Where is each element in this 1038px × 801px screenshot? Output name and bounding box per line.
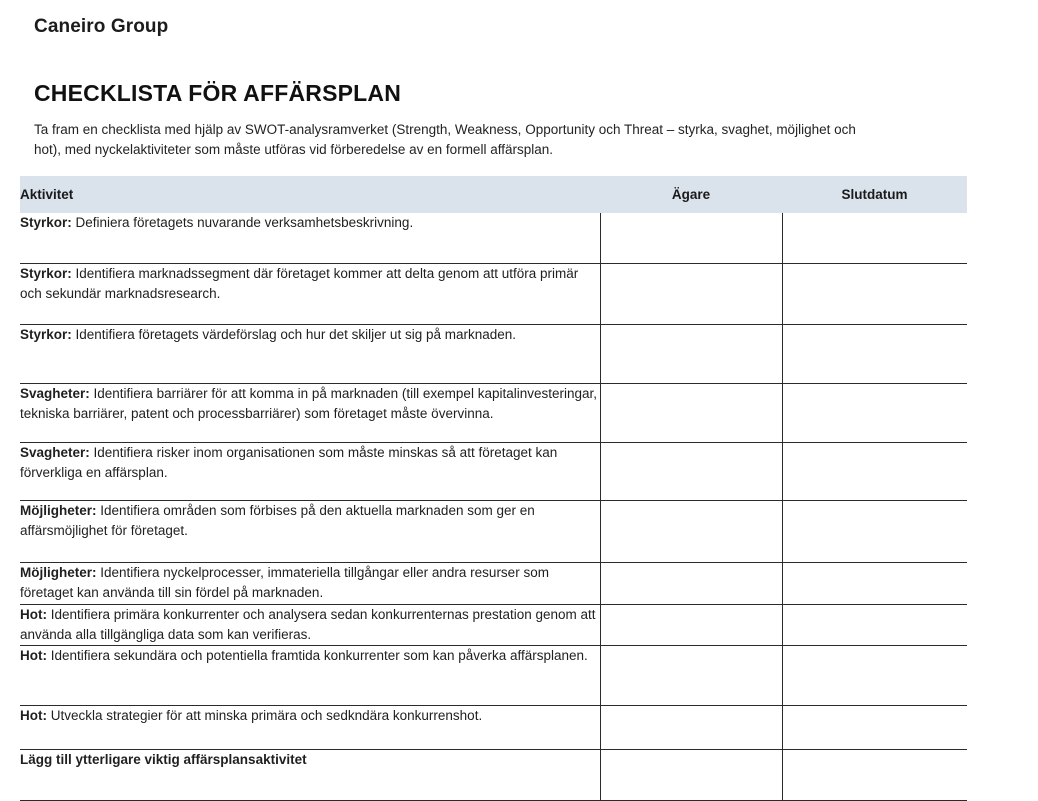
cell-owner[interactable] (600, 501, 782, 563)
activity-category-label: Hot: (20, 708, 47, 723)
activity-category-label: Svagheter: (20, 386, 90, 401)
cell-duedate[interactable] (782, 706, 967, 750)
activity-description: Identifiera marknadssegment där företaget kommer att delta genom att utföra primär och sekundär marknadsresearch. (20, 266, 579, 301)
cell-owner[interactable] (600, 563, 782, 605)
activity-description: Definiera företagets nuvarande verksamhetsbeskrivning. (71, 215, 414, 230)
cell-activity (20, 501, 600, 563)
table-row (20, 706, 967, 750)
cell-activity (20, 563, 600, 605)
activity-category-label: Styrkor: (20, 327, 72, 342)
cell-owner[interactable] (600, 213, 782, 264)
cell-owner[interactable] (600, 750, 782, 801)
table-row (20, 501, 967, 563)
cell-owner[interactable] (600, 605, 782, 646)
activity-description: Utveckla strategier för att minska primära och sedkndära konkurrenshot. (47, 708, 483, 723)
cell-duedate[interactable] (782, 384, 967, 443)
cell-activity (20, 443, 600, 501)
table-row (20, 384, 967, 443)
cell-owner[interactable] (600, 384, 782, 443)
cell-duedate[interactable] (782, 443, 967, 501)
activity-description: Identifiera primära konkurrenter och analysera sedan konkurrenternas prestation genom att använda alla tillgängliga data som kan verifieras. (20, 607, 596, 642)
activity-category-label: Lägg till ytterligare viktig affärsplansaktivitet (20, 752, 307, 767)
activity-category-label: Hot: (20, 648, 47, 663)
activity-category-label: Svagheter: (20, 445, 90, 460)
cell-activity (20, 213, 600, 264)
table-row (20, 563, 967, 605)
page-title: CHECKLISTA FÖR AFFÄRSPLAN (34, 80, 402, 106)
cell-duedate[interactable] (782, 646, 967, 706)
intro-paragraph: Ta fram en checklista med hjälp av SWOT-analysramverket (Strength, Weakness, Opportunity och Threat – styrka, svaghet, möjlighet och hot), med nyckelaktiviteter som måste utföras vid förberedelse av en formell affärsplan. (34, 122, 856, 157)
cell-owner[interactable] (600, 264, 782, 325)
cell-duedate[interactable] (782, 264, 967, 325)
activity-description: Identifiera risker inom organisationen som måste minskas så att företaget kan förverkliga en affärsplan. (20, 445, 558, 480)
table-row (20, 646, 967, 706)
activity-category-label: Möjligheter: (20, 503, 97, 518)
column-header-activity: Aktivitet (20, 176, 600, 213)
table-header (20, 176, 967, 213)
column-header-duedate: Slutdatum (782, 176, 967, 213)
cell-duedate[interactable] (782, 325, 967, 384)
cell-owner[interactable] (600, 443, 782, 501)
cell-activity (20, 325, 600, 384)
activity-category-label: Hot: (20, 607, 47, 622)
table-header-row (20, 176, 967, 213)
table-body (20, 213, 967, 801)
cell-owner[interactable] (600, 325, 782, 384)
checklist-table (20, 176, 967, 801)
activity-category-label: Styrkor: (20, 215, 72, 230)
cell-duedate[interactable] (782, 213, 967, 264)
activity-description: Identifiera nyckelprocesser, immateriella tillgångar eller andra resurser som företaget kan använda till sin fördel på marknaden. (20, 565, 549, 600)
cell-duedate[interactable] (782, 750, 967, 801)
column-header-owner: Ägare (600, 176, 782, 213)
cell-owner[interactable] (600, 706, 782, 750)
cell-activity (20, 605, 600, 646)
activity-description: Identifiera barriärer för att komma in på marknaden (till exempel kapitalinvesteringar, tekniska barriärer, patent och processbarriärer) som företaget måste övervinna. (20, 386, 598, 421)
company-name: Caneiro Group (34, 16, 169, 37)
activity-description: Identifiera företagets värdeförslag och hur det skiljer ut sig på marknaden. (71, 327, 517, 342)
table-row (20, 213, 967, 264)
activity-description: Identifiera sekundära och potentiella framtida konkurrenter som kan påverka affärsplanen. (47, 648, 588, 663)
cell-activity (20, 264, 600, 325)
cell-activity (20, 750, 600, 801)
cell-owner[interactable] (600, 646, 782, 706)
cell-activity (20, 384, 600, 443)
cell-activity (20, 646, 600, 706)
activity-category-label: Möjligheter: (20, 565, 97, 580)
table-row (20, 325, 967, 384)
cell-duedate[interactable] (782, 605, 967, 646)
table-row (20, 264, 967, 325)
cell-activity (20, 706, 600, 750)
cell-duedate[interactable] (782, 563, 967, 605)
cell-duedate[interactable] (782, 501, 967, 563)
table-row (20, 750, 967, 801)
table-row (20, 605, 967, 646)
activity-description: Identifiera områden som förbises på den aktuella marknaden som ger en affärsmöjlighet för företaget. (20, 503, 535, 538)
activity-category-label: Styrkor: (20, 266, 72, 281)
table-row (20, 443, 967, 501)
